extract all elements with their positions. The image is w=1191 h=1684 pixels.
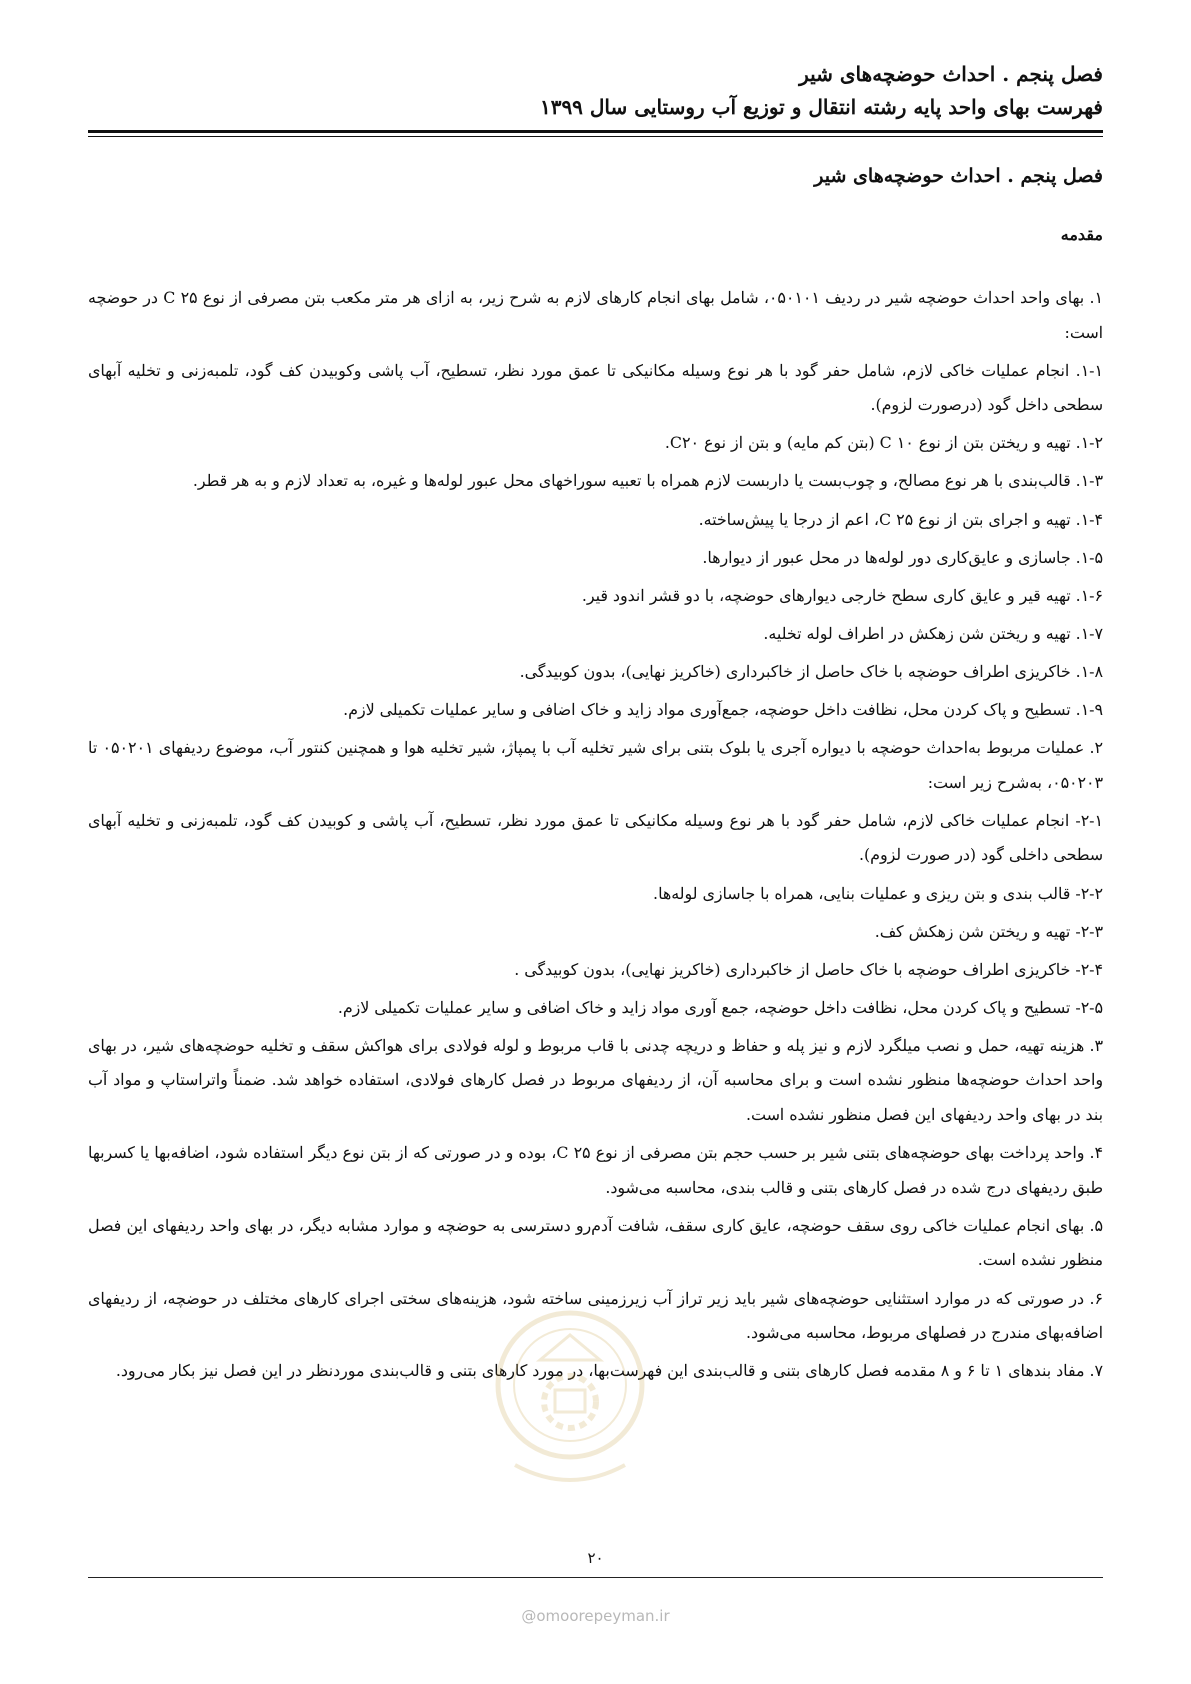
- at-sign-icon: @: [521, 1607, 537, 1625]
- paragraph: ۱-۱. انجام عملیات خاکی لازم، شامل حفر گود با هر نوع وسیله مکانیکی تا عمق مورد نظر، تسطیح، آب پاشی وکوبیدن کف گود، تلمبه‌زنی و تخلیه آبهای سطحی داخل گود (درصورت لزوم).: [88, 360, 1103, 415]
- paragraph: ۲-۳- تهیه و ریختن شن زهکش کف.: [874, 921, 1103, 941]
- paragraph: ۲-۲- قالب بندی و بتن ریزی و عملیات بنایی، همراه با جاسازی لوله‌ها.: [653, 883, 1103, 903]
- paragraph: ۴. واحد پرداخت بهای حوضچه‌های بتنی شیر بر حسب حجم بتن مصرفی از نوع ۲۵ C، بوده و در صورتی که از بتن نوع دیگر استفاده شود، اضافه‌بها یا کسربها طبق ردیفهای درج شده در فصل کارهای بتنی و قالب بندی، محاسبه می‌شود.: [88, 1143, 1103, 1197]
- header-catalog-line: فهرست بهای واحد پایه رشته انتقال و توزیع آب روستایی سال ۱۳۹۹: [539, 95, 1103, 119]
- page-number: ۲۰: [587, 1549, 604, 1567]
- paragraph: ۲-۱- انجام عملیات خاکی لازم، شامل حفر گود با هر نوع وسیله مکانیکی تا عمق مورد نظر، تسطیح، آب پاشی و کوبیدن کف گود، تلمبه‌زنی و تخلیه آبهای سطحی داخلی گود (در صورت لزوم).: [88, 810, 1103, 865]
- body-text: [88, 281, 1103, 1392]
- chapter-title: فصل پنجم . احداث حوضچه‌های شیر: [814, 165, 1103, 187]
- section-title: مقدمه: [1060, 225, 1103, 244]
- paragraph: ۳. هزینه تهیه، حمل و نصب میلگرد لازم و نیز پله و حفاظ و دریچه چدنی با قاب مربوط و لوله فولادی برای هواکش سقف و تخلیه حوضچه‌های شیر، در بهای واحد احداث حوضچه‌ها منظور نشده است و برای محاسبه آن، از ردیفهای مربوط در فصل کارهای فولادی، استفاده خواهد شد. ضمناً واتراستاپ و مواد آب بند در بهای واحد ردیفهای این فصل منظور نشده است.: [88, 1035, 1103, 1125]
- paragraph: ۱. بهای واحد احداث حوضچه شیر در ردیف ۰۵۰۱۰۱، شامل بهای انجام کارهای لازم به شرح زیر، به ازای هر متر مکعب بتن مصرفی از نوع C ۲۵ در حوضچه است:: [88, 288, 1103, 342]
- running-header: [88, 58, 1103, 124]
- watermark-url: [0, 1607, 1191, 1625]
- header-rule-thin: [88, 136, 1103, 137]
- paragraph: ۱-۲. تهیه و ریختن بتن از نوع ۱۰ C (بتن کم مایه) و بتن از نوع C۲۰.: [664, 433, 1103, 453]
- header-rule-thick: [88, 130, 1103, 133]
- document-page: [88, 0, 1103, 1684]
- paragraph: ۱-۳. قالب‌بندی با هر نوع مصالح، و چوب‌بست یا داربست لازم همراه با تعبیه سوراخهای محل عبور لوله‌ها و غیره، به تعداد لازم و به هر قطر.: [192, 471, 1103, 491]
- paragraph: ۱-۹. تسطیح و پاک کردن محل، نظافت داخل حوضچه، جمع‌آوری مواد زاید و خاک اضافی و سایر عملیات تکمیلی لازم.: [343, 700, 1103, 720]
- paragraph: ۱-۵. جاسازی و عایق‌کاری دور لوله‌ها در محل عبور از دیوارها.: [702, 547, 1103, 567]
- paragraph: ۵. بهای انجام عملیات خاکی روی سقف حوضچه، عایق کاری سقف، شافت آدم‌رو دسترسی به حوضچه و موارد مشابه دیگر، در بهای واحد ردیفهای این فصل منظور نشده است.: [88, 1215, 1103, 1270]
- paragraph: ۶. در صورتی که در موارد استثنایی حوضچه‌های شیر باید زیر تراز آب زیرزمینی ساخته شود، هزینه‌های سختی اجرای کارهای مختلف در حوضچه، از ردیفهای اضافه‌بهای مندرج در فصلهای مربوط، محاسبه می‌شود.: [88, 1288, 1103, 1343]
- paragraph: ۱-۶. تهیه قیر و عایق کاری سطح خارجی دیوارهای حوضچه، با دو قشر اندود قیر.: [581, 585, 1103, 605]
- paragraph: ۲-۵- تسطیح و پاک کردن محل، نظافت داخل حوضچه، جمع آوری مواد زاید و خاک اضافی و سایر عملیات تکمیلی لازم.: [337, 997, 1103, 1017]
- paragraph: ۱-۸. خاکریزی اطراف حوضچه با خاک حاصل از خاکبرداری (خاکریز نهایی)، بدون کوبیدگی.: [519, 661, 1103, 681]
- paragraph: ۲-۴- خاکریزی اطراف حوضچه با خاک حاصل از خاکبرداری (خاکریز نهایی)، بدون کوبیدگی .: [514, 959, 1103, 979]
- watermark-text: omoorepeyman.ir: [536, 1607, 670, 1625]
- header-chapter-line: فصل پنجم . احداث حوضچه‌های شیر: [799, 62, 1103, 86]
- footer-rule: [88, 1577, 1103, 1578]
- paragraph: ۱-۴. تهیه و اجرای بتن از نوع ۲۵ C، اعم از درجا یا پیش‌ساخته.: [698, 509, 1103, 529]
- paragraph: ۲. عملیات مربوط به‌احداث حوضچه با دیواره آجری یا بلوک بتنی برای شیر تخلیه آب با پمپاژ، شیر تخلیه هوا و همچنین کنتور آب، موضوع ردیفهای ۰۵۰۲۰۱ تا ۰۵۰۲۰۳، به‌شرح زیر است:: [88, 738, 1104, 792]
- paragraph: ۷. مفاد بندهای ۱ تا ۶ و ۸ مقدمه فصل کارهای بتنی و قالب‌بندی این فهرست‌بها، در مورد کارهای بتنی و قالب‌بندی موردنظر در این فصل نیز بکار می‌رود.: [115, 1361, 1103, 1381]
- paragraph: ۱-۷. تهیه و ریختن شن زهکش در اطراف لوله تخلیه.: [763, 623, 1103, 643]
